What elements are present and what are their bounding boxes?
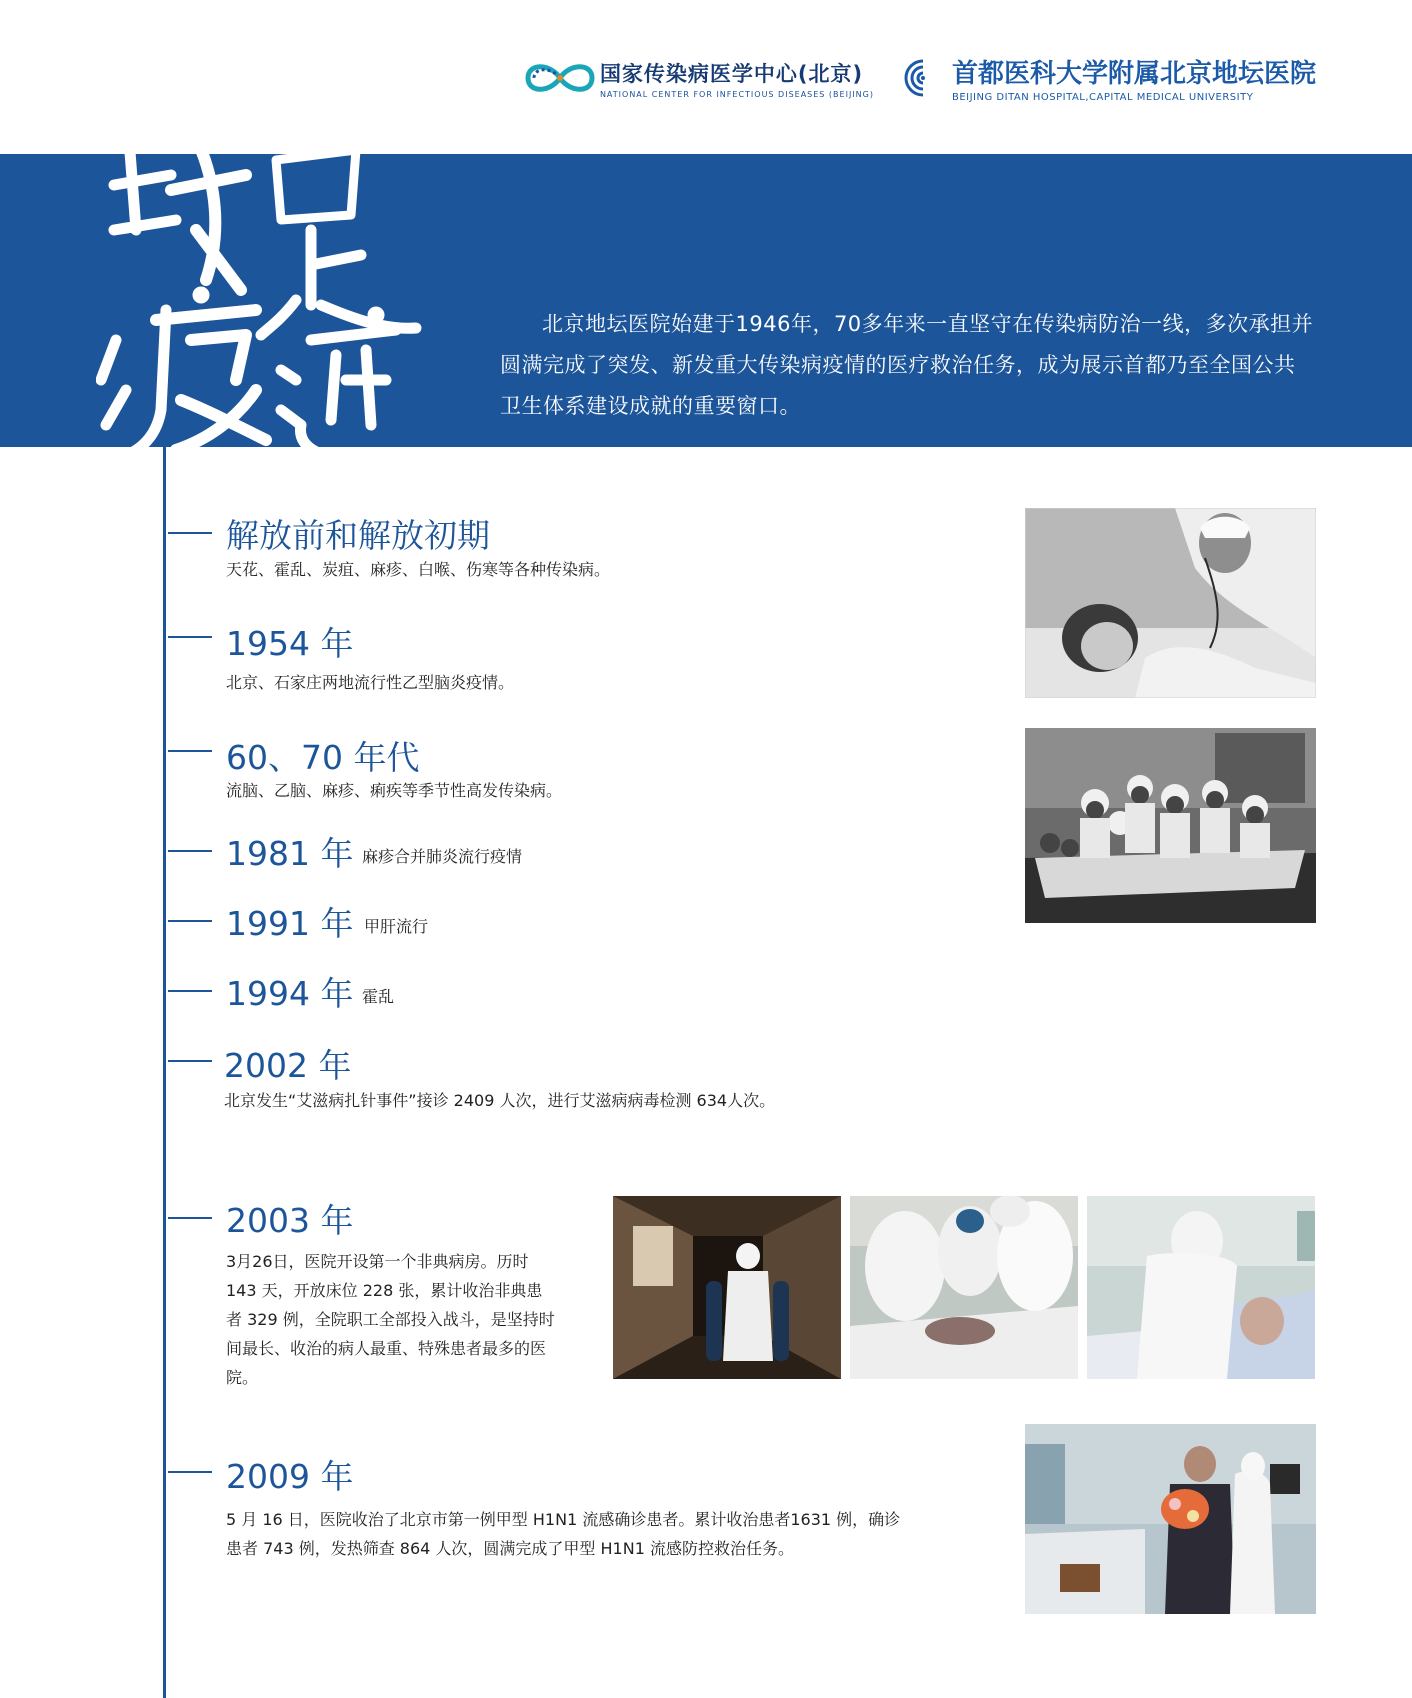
timeline-tick bbox=[168, 750, 212, 752]
entry-description: 5 月 16 日，医院收治了北京市第一例甲型 H1N1 流感确诊患者。累计收治患者1631 例，确诊患者 743 例，发热筛查 864 人次，圆满完成了甲型 H1N1 流感防控救治任务。 bbox=[226, 1510, 901, 1558]
timeline-line bbox=[163, 447, 166, 1698]
entry-year: 1991 年 bbox=[226, 904, 354, 943]
timeline-tick bbox=[168, 1217, 212, 1219]
national-center-name-en: NATIONAL CENTER FOR INFECTIOUS DISEASES (BEIJING) bbox=[599, 89, 874, 99]
ditan-hospital-logo-icon bbox=[902, 57, 944, 99]
photo-h1n1-discharge bbox=[1025, 1424, 1316, 1614]
entry-title: 解放前和解放初期 bbox=[226, 516, 490, 555]
national-center-name: 国家传染病医学中心(北京) bbox=[599, 61, 864, 86]
entry-year: 2009 年 bbox=[226, 1457, 354, 1496]
ditan-hospital-logo bbox=[902, 53, 1316, 103]
infinity-logo-icon bbox=[520, 55, 600, 101]
entry-description: 3月26日，医院开设第一个非典病房。历时 143 天，开放床位 228 张，累计收治非典患者 329 例，全院职工全部投入战斗，是坚持时间最长、收治的病人最重、特殊患者最多的医院。 bbox=[226, 1252, 555, 1387]
entry-year: 2003 年 bbox=[226, 1201, 354, 1240]
timeline-tick bbox=[168, 990, 212, 992]
entry-description: 天花、霍乱、炭疽、麻疹、白喉、伤寒等各种传染病。 bbox=[226, 560, 611, 579]
photo-nurses-children bbox=[1025, 728, 1316, 923]
national-center-logo bbox=[520, 55, 874, 101]
entry-description: 甲肝流行 bbox=[364, 917, 429, 936]
timeline-tick bbox=[168, 920, 212, 922]
ditan-hospital-name: 首都医科大学附属北京地坛医院 bbox=[951, 59, 1316, 89]
timeline-tick bbox=[168, 1471, 212, 1473]
timeline-tick bbox=[168, 1060, 212, 1062]
timeline-tick bbox=[168, 850, 212, 852]
calligraphy-title-image bbox=[96, 80, 456, 470]
entry-description: 北京、石家庄两地流行性乙型脑炎疫情。 bbox=[226, 673, 515, 692]
entry-year: 2002 年 bbox=[224, 1046, 352, 1085]
header-logos bbox=[520, 48, 1316, 108]
timeline-tick bbox=[168, 532, 212, 534]
photo-sars-treatment bbox=[850, 1196, 1078, 1379]
calligraphy-title bbox=[96, 80, 456, 470]
photo-doctor-child bbox=[1025, 508, 1316, 698]
entry-description: 麻疹合并肺炎流行疫情 bbox=[362, 847, 523, 866]
entry-description: 霍乱 bbox=[362, 987, 395, 1006]
entry-description: 流脑、乙脑、麻疹、痢疾等季节性高发传染病。 bbox=[226, 781, 563, 800]
timeline-tick bbox=[168, 636, 212, 638]
entry-description: 北京发生“艾滋病扎针事件”接诊 2409 人次，进行艾滋病病毒检测 634人次。 bbox=[224, 1091, 776, 1110]
entry-year: 1981 年 bbox=[226, 834, 354, 873]
entry-year: 60、70 年代 bbox=[226, 738, 420, 777]
entry-year: 1994 年 bbox=[226, 974, 354, 1013]
photo-sars-patient bbox=[1087, 1196, 1315, 1379]
intro-paragraph: 北京地坛医院始建于1946年，70多年来一直坚守在传染病防治一线，多次承担并圆满完成了突发、新发重大传染病疫情的医疗救治任务，成为展示首都乃至全国公共卫生体系建设成就的重要窗口。 bbox=[500, 312, 1314, 418]
entry-year: 1954 年 bbox=[226, 624, 354, 663]
ditan-hospital-name-en: BEIJING DITAN HOSPITAL,CAPITAL MEDICAL UNIVERSITY bbox=[951, 92, 1254, 103]
photo-sars-corridor bbox=[613, 1196, 841, 1379]
